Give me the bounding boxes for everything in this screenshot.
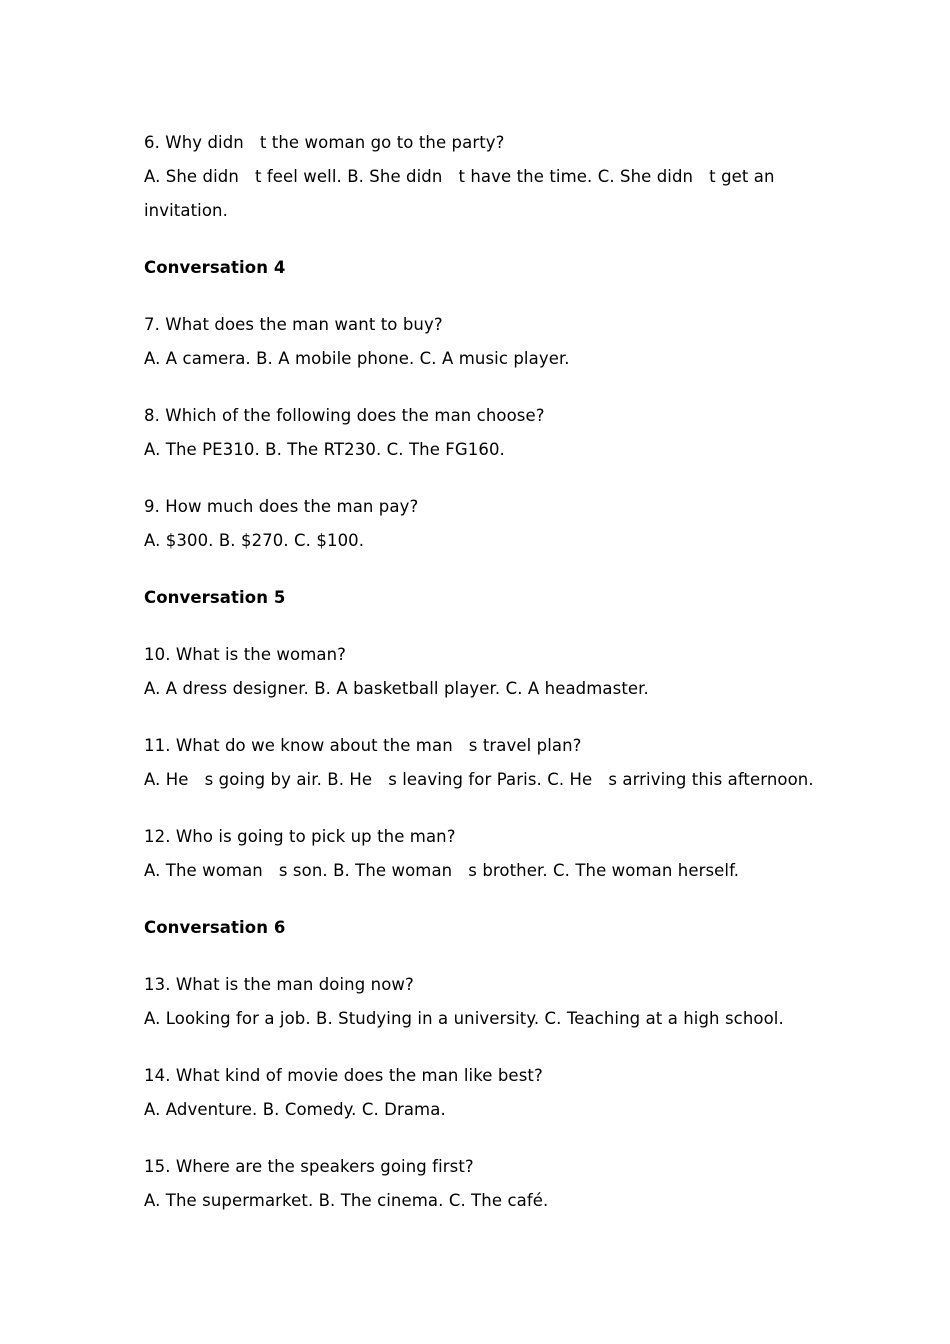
question-8-options: A. The PE310. B. The RT230. C. The FG160. (144, 440, 505, 459)
question-12-options: A. The woman s son. B. The woman s brother. C. The woman herself. (144, 861, 740, 880)
conversation-6-heading: Conversation 6 (144, 918, 286, 937)
question-9: 9. How much does the man pay? (144, 497, 419, 516)
spacer (144, 615, 844, 638)
question-6-options: A. She didn t feel well. B. She didn t have the time. C. She didn t get an (144, 167, 775, 186)
question-14-options: A. Adventure. B. Comedy. C. Drama. (144, 1100, 446, 1119)
question-10-options: A. A dress designer. B. A basketball player. C. A headmaster. (144, 679, 649, 698)
conversation-5-heading: Conversation 5 (144, 588, 286, 607)
document-page (144, 126, 844, 1218)
question-13: 13. What is the man doing now? (144, 975, 414, 994)
conversation-4-heading: Conversation 4 (144, 258, 286, 277)
question-6-options-continued: invitation. (144, 201, 228, 220)
question-6: 6. Why didn t the woman go to the party? (144, 133, 505, 152)
spacer (144, 1127, 844, 1150)
question-13-options: A. Looking for a job. B. Studying in a university. C. Teaching at a high school. (144, 1009, 784, 1028)
spacer (144, 706, 844, 729)
question-15-options: A. The supermarket. B. The cinema. C. The café. (144, 1191, 549, 1210)
spacer (144, 467, 844, 490)
spacer (144, 888, 844, 911)
spacer (144, 228, 844, 251)
spacer (144, 797, 844, 820)
question-11: 11. What do we know about the man s travel plan? (144, 736, 582, 755)
question-14: 14. What kind of movie does the man like best? (144, 1066, 543, 1085)
question-8: 8. Which of the following does the man choose? (144, 406, 545, 425)
spacer (144, 945, 844, 968)
question-7: 7. What does the man want to buy? (144, 315, 443, 334)
question-15: 15. Where are the speakers going first? (144, 1157, 474, 1176)
spacer (144, 1036, 844, 1059)
question-9-options: A. $300. B. $270. C. $100. (144, 531, 365, 550)
spacer (144, 558, 844, 581)
question-10: 10. What is the woman? (144, 645, 347, 664)
question-7-options: A. A camera. B. A mobile phone. C. A music player. (144, 349, 570, 368)
spacer (144, 376, 844, 399)
question-12: 12. Who is going to pick up the man? (144, 827, 456, 846)
question-11-options: A. He s going by air. B. He s leaving for Paris. C. He s arriving this afternoon. (144, 770, 814, 789)
spacer (144, 285, 844, 308)
